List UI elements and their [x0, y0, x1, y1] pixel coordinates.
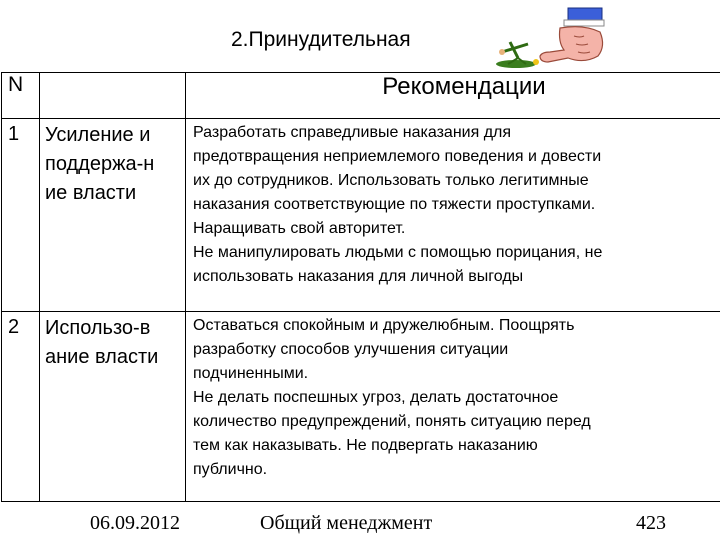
recommendation-line: разработку способов улучшения ситуации [193, 341, 509, 358]
recommendation-line: подчиненными. [193, 365, 309, 382]
recommendation-line: Не манипулировать людьми с помощью порицания, не [193, 244, 603, 261]
recommendation-line: их до сотрудников. Использовать только легитимные [193, 172, 589, 189]
row-recommendation [186, 119, 720, 312]
pointing-hand-illustration [488, 6, 608, 76]
recommendations-table [1, 72, 720, 502]
recommendation-line: Оставаться спокойным и дружелюбным. Поощрять [193, 317, 575, 334]
table-header-row [2, 73, 720, 119]
header-empty-cell [40, 73, 186, 119]
recommendation-line: предотвращения неприемлемого поведения и довести [193, 148, 602, 165]
row-area: Усиление и поддержа-н ие власти [40, 119, 186, 312]
table-row [2, 119, 720, 312]
row-recommendation [186, 312, 720, 502]
row-area: Использо-в ание власти [40, 312, 186, 502]
slide-title: 2.Принудительная [231, 28, 411, 51]
footer-page-number: 423 [636, 512, 666, 534]
recommendation-line: Наращивать свой авторитет. [193, 220, 406, 237]
small-figure [496, 42, 539, 68]
footer-course-name: Общий менеджмент [260, 512, 433, 534]
recommendation-line: использовать наказания для личной выгоды [193, 268, 524, 285]
row-number: 1 [2, 119, 40, 312]
recommendation-line: тем как наказывать. Не подвергать наказанию [193, 437, 538, 454]
table-row [2, 312, 720, 502]
recommendation-line: Разработать справедливые наказания для [193, 124, 512, 141]
hand-icon [540, 8, 604, 62]
header-number: N [2, 73, 40, 119]
recommendation-line: наказания соответствующие по тяжести проступками. [193, 196, 596, 213]
footer-date: 06.09.2012 [90, 512, 180, 534]
recommendation-line: количество предупреждений, понять ситуацию перед [193, 413, 591, 430]
row-number: 2 [2, 312, 40, 502]
recommendation-line: Не делать поспешных угроз, делать достаточное [193, 389, 559, 406]
recommendation-line: публично. [193, 461, 268, 478]
header-recommendations: Рекомендации [186, 73, 720, 119]
